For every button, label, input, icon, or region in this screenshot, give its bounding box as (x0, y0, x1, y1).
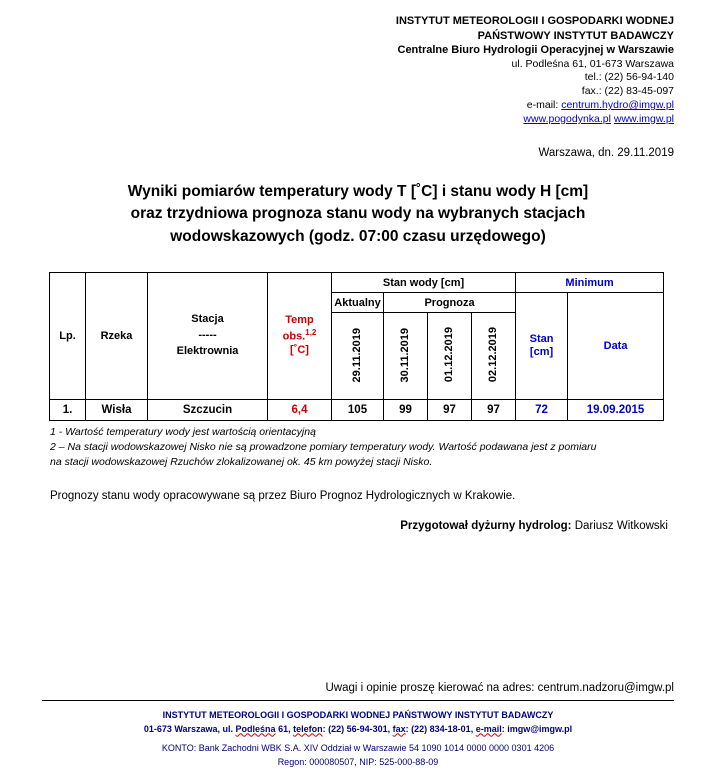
footer-addr-spell2: telefon (293, 723, 323, 734)
footer-line-1: INSTYTUT METEOROLOGII I GOSPODARKI WODNEJ PAŃSTWOWY INSTYTUT BADAWCZY (162, 710, 554, 720)
institute-email-row (42, 99, 674, 113)
table-row (50, 400, 664, 421)
website-imgw-link[interactable]: www.imgw.pl (613, 112, 674, 125)
forecast-paragraph: Prognozy stanu wody opracowywane są przez Biuro Prognoz Hydrologicznych w Krakowie. (50, 489, 516, 502)
header-stacja (148, 273, 268, 400)
header-lp: Lp. (50, 273, 86, 400)
header-temp-line1: Temp (285, 314, 314, 327)
header-date-prognoza-1 (384, 313, 428, 400)
page-title-line1 (48, 181, 668, 203)
footnote-2-line2: na stacji wodowskazowej Rzuchów zlokalizowanej ok. 45 km powyżej stacji Nisko. (50, 456, 433, 469)
header-date-prognoza-3 (472, 313, 516, 400)
cell-min-stan: 72 (516, 400, 568, 421)
header-prognoza: Prognoza (384, 293, 516, 313)
header-min-stan-line2: [cm] (529, 346, 554, 359)
header-rzeka: Rzeka (86, 273, 148, 400)
header-aktualny: Aktualny (332, 293, 384, 313)
header-min-stan-line1: Stan (529, 332, 554, 345)
header-group-stan-wody: Stan wody [cm] (332, 273, 516, 293)
cell-stan-aktualny: 105 (332, 400, 384, 421)
institute-web-row (42, 113, 674, 127)
header-date-prognoza-1-text: 30.11.2019 (399, 327, 411, 382)
footer-addr-part5: : imgw@imgw.pl (501, 723, 573, 734)
header-date-prognoza-2-text: 01.12.2019 (443, 327, 455, 383)
footer-line-3: KONTO: Bank Zachodni WBK S.A. XIV Oddział w Warszawie 54 1090 1014 0000 0000 0301 4206 (161, 743, 555, 753)
footnote-1: 1 - Wartość temperatury wody jest wartością orientacyjną (50, 426, 316, 439)
cell-temperature: 6,4 (268, 400, 332, 421)
footer-addr-part3: : (22) 56-94-301, (322, 723, 393, 734)
header-date-aktualny (332, 313, 384, 400)
header-date-prognoza-2 (428, 313, 472, 400)
header-date-prognoza-3-text: 02.12.2019 (487, 327, 500, 383)
footer-line-2 (42, 723, 674, 737)
header-min-data: Data (568, 293, 664, 400)
contact-note: Uwagi i opinie proszę kierować na adres: centrum.nadzoru@imgw.pl (325, 682, 674, 694)
title-part-b: C] i stanu wody H [cm] (421, 182, 589, 200)
institute-name-line2: PAŃSTWOWY INSTYTUT BADAWCZY (477, 29, 674, 42)
cell-prognoza-1: 99 (384, 400, 428, 421)
table-group-header-row (50, 273, 664, 293)
cell-prognoza-2: 97 (428, 400, 472, 421)
page-title (42, 181, 674, 248)
email-link[interactable]: centrum.hydro@imgw.pl (561, 99, 674, 112)
cell-lp: 1. (50, 400, 86, 421)
page-footer (42, 682, 674, 769)
page-title-line3: wodowskazowych (godz. 07:00 czasu urzędowego) (170, 227, 546, 245)
institute-address: ul. Podleśna 61, 01-673 Warszawa (511, 57, 674, 70)
header-temp-line3: [˚C] (290, 344, 309, 357)
letterhead (42, 0, 674, 127)
footer-addr-part1: 01-673 Warszawa, ul. (143, 723, 236, 734)
header-date-aktualny-text: 29.11.2019 (351, 327, 363, 382)
header-group-minimum: Minimum (516, 273, 664, 293)
header-temp-line2 (268, 328, 331, 344)
header-temp-footnote-ref: 1,2 (305, 328, 317, 338)
website-pogodynka-link[interactable]: www.pogodynka.pl (523, 112, 611, 125)
header-temperature (268, 273, 332, 400)
email-label: e-mail: (526, 99, 562, 112)
page-title-line2: oraz trzydniowa prognoza stanu wody na wybranych stacjach (130, 205, 586, 223)
footer-line-4: Regon: 000080507, NIP: 525-000-88-09 (277, 756, 439, 767)
header-temp-obs: obs. (282, 330, 306, 343)
prepared-by-name: Dariusz Witkowski (574, 519, 668, 532)
header-stacja-line2: ----- (198, 329, 217, 342)
institute-name-line3: Centralne Biuro Hydrologii Operacyjnej w Warszawie (397, 44, 674, 57)
footer-institute-block (42, 701, 674, 769)
prepared-by-label: Przygotował dyżurny hydrolog: (400, 519, 575, 532)
cell-min-data: 19.09.2015 (568, 400, 664, 421)
degree-symbol: ˚ (415, 182, 422, 200)
prepared-by (42, 520, 668, 532)
header-min-stan (516, 293, 568, 400)
header-stacja-line3: Elektrownia (176, 345, 239, 358)
footnotes (50, 425, 670, 470)
footer-addr-spell1: Podleśna (235, 723, 276, 734)
place-and-date: Warszawa, dn. 29.11.2019 (538, 146, 674, 159)
institute-phone: tel.: (22) 56-94-140 (584, 71, 674, 84)
cell-rzeka: Wisła (86, 400, 148, 421)
footer-addr-part2: 61, (275, 723, 294, 734)
header-stacja-line1: Stacja (191, 313, 224, 326)
measurements-table (49, 272, 664, 421)
institute-name-line1: INSTYTUT METEOROLOGII I GOSPODARKI WODNEJ (395, 15, 674, 27)
footer-addr-part4: : (22) 834-18-01, (405, 723, 476, 734)
footer-addr-spell3: fax (392, 723, 406, 734)
title-part-a: Wyniki pomiarów temperatury wody T [ (127, 182, 416, 200)
cell-prognoza-3: 97 (472, 400, 516, 421)
institute-fax: fax.: (22) 83-45-097 (581, 85, 674, 98)
footer-addr-spell4: e-mail (475, 723, 502, 734)
footnote-2-line1: 2 – Na stacji wodowskazowej Nisko nie są prowadzone pomiary temperatury wody. Wartość podawana jest z pomiaru (50, 441, 597, 454)
cell-stacja: Szczucin (148, 400, 268, 421)
